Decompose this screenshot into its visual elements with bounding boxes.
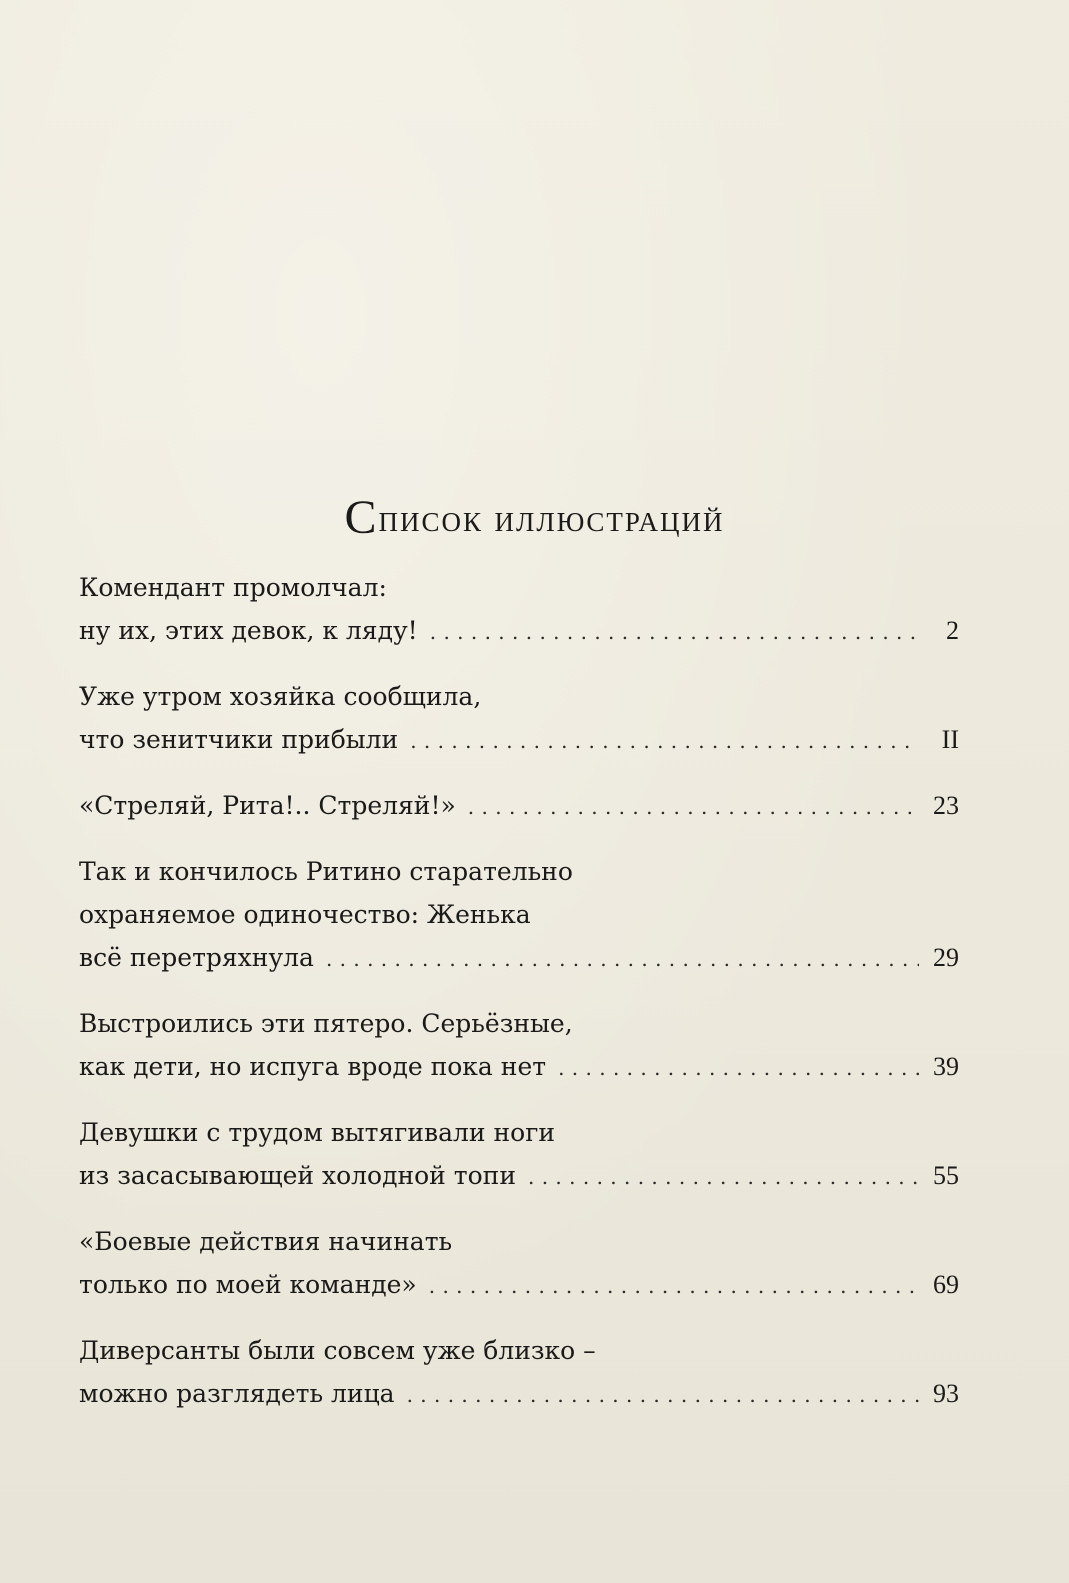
dot-leader bbox=[430, 611, 919, 654]
entry-last-line bbox=[79, 609, 959, 654]
entry-caption-line: можно разглядеть лица bbox=[79, 1379, 395, 1408]
entry-caption-line: «Стреляй, Рита!.. Стреляй!» bbox=[79, 791, 456, 820]
page-number: 55 bbox=[933, 1161, 959, 1190]
dot-leader bbox=[429, 1265, 919, 1308]
entry-last-line bbox=[79, 1263, 959, 1308]
entry-last-line bbox=[79, 1045, 959, 1090]
entry-last-line bbox=[79, 1372, 959, 1417]
list-item bbox=[79, 1329, 959, 1417]
title-text: писок иллюстраций bbox=[378, 498, 725, 541]
dot-leader bbox=[410, 720, 919, 763]
dot-leader bbox=[468, 786, 919, 829]
page-title bbox=[0, 493, 1069, 544]
entry-caption-line: как дети, но испуга вроде пока нет bbox=[79, 1052, 547, 1081]
page-number: 2 bbox=[946, 616, 959, 645]
dot-leader bbox=[407, 1374, 919, 1417]
entry-caption-line: что зенитчики прибыли bbox=[79, 725, 399, 754]
page-number: 69 bbox=[933, 1270, 959, 1299]
decorative-initial: С bbox=[344, 491, 379, 545]
list-item bbox=[79, 1220, 959, 1308]
list-item bbox=[79, 784, 959, 829]
list-item bbox=[79, 850, 959, 981]
entry-caption-line: Уже утром хозяйка сообщила, bbox=[79, 682, 482, 711]
entry-caption-line: ну их, этих девок, к ляду! bbox=[79, 616, 418, 645]
dot-leader bbox=[558, 1047, 919, 1090]
page-number: 93 bbox=[933, 1379, 959, 1408]
entry-caption-line: Выстроились эти пятеро. Серьёзные, bbox=[79, 1009, 573, 1038]
list-item bbox=[79, 1002, 959, 1090]
page-number: 29 bbox=[933, 943, 959, 972]
entry-last-line bbox=[79, 936, 959, 981]
entry-caption-line: Девушки с трудом вытягивали ноги bbox=[79, 1118, 555, 1147]
illustrations-list bbox=[79, 566, 959, 1438]
entry-last-line bbox=[79, 1154, 959, 1199]
entry-last-line bbox=[79, 718, 959, 763]
dot-leader bbox=[326, 938, 919, 981]
entry-caption-line: Комендант промолчал: bbox=[79, 573, 387, 602]
entry-caption-line: всё перетряхнула bbox=[79, 943, 314, 972]
page-number: 23 bbox=[933, 791, 959, 820]
entry-caption-line: Так и кончилось Ритино старательно bbox=[79, 857, 573, 886]
entry-caption-line: из засасывающей холодной топи bbox=[79, 1161, 516, 1190]
entry-caption-line: охраняемое одиночество: Женька bbox=[79, 900, 531, 929]
list-item bbox=[79, 675, 959, 763]
entry-caption-line: Диверсанты были совсем уже близко – bbox=[79, 1336, 596, 1365]
entry-caption-line: «Боевые действия начинать bbox=[79, 1227, 453, 1256]
page-number: 39 bbox=[933, 1052, 959, 1081]
entry-caption-line: только по моей команде» bbox=[79, 1270, 417, 1299]
page-number: II bbox=[941, 725, 959, 754]
dot-leader bbox=[528, 1156, 919, 1199]
entry-last-line bbox=[79, 784, 959, 829]
list-item bbox=[79, 1111, 959, 1199]
list-item bbox=[79, 566, 959, 654]
